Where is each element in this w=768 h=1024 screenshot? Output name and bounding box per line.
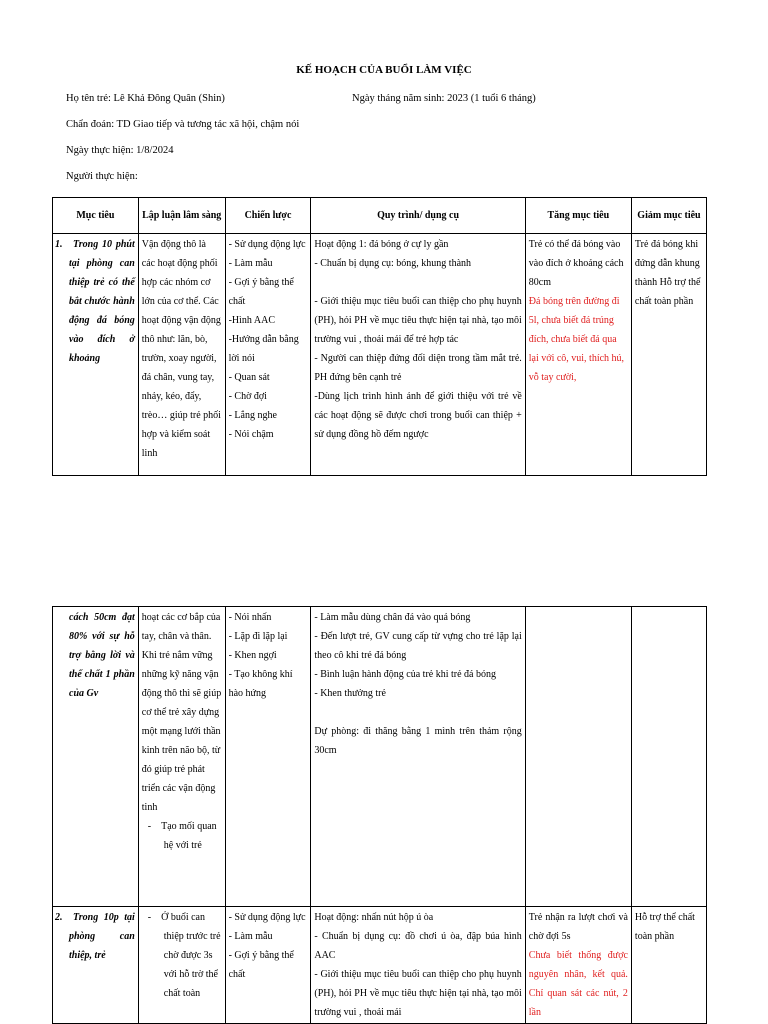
increase-cell — [525, 607, 631, 907]
strategy-cell — [225, 607, 311, 907]
strategy-item: -Hình AAC — [228, 315, 275, 326]
reasoning-bullet-text: Ở buổi can thiệp trước trẻ chờ được 3s với hỗ trờ thể chất toàn — [161, 912, 221, 999]
reasoning-bullet: - Ở buổi can thiệp trước trẻ chờ được 3s với hỗ trờ thể chất toàn — [147, 912, 221, 999]
procedure-line: - Giới thiệu mục tiêu buổi can thiệp cho phụ huynh (PH), hỏi PH về mục tiêu thực hiện tại nhà, tạo môi trường vui , thoải mái — [314, 969, 522, 1018]
goal-cell: cách 50cm đạt 80% với sự hỗ trợ bằng lời và thể chất 1 phần của Gv — [53, 607, 139, 907]
increase-note-red: Đá bóng trên đường đi 5l, chưa biết đá trúng đích, chưa biết đá qua lại với cô, vui, thích hú, vỗ tay cười, — [528, 296, 625, 383]
reasoning-cell — [138, 907, 225, 1024]
strategy-item: - Nói nhấn — [228, 612, 272, 623]
procedure-line: Hoạt động 1: đá bóng ở cự ly gần — [314, 239, 449, 250]
goal-cell — [53, 907, 139, 1024]
header-reasoning: Lập luận lâm sàng — [138, 198, 225, 234]
procedure-line: - Chuẩn bị dụng cụ: bóng, khung thành — [314, 258, 472, 269]
strategy-item: - Gợi ý bằng thể chất — [228, 277, 294, 307]
execution-date: Ngày thực hiện: 1/8/2024 — [66, 145, 174, 156]
plan-table-page1 — [52, 197, 707, 476]
strategy-item: - Khen ngợi — [228, 650, 277, 661]
reasoning-bullet-text: Tạo mối quan hệ với trẻ — [161, 821, 217, 851]
table-row — [53, 607, 707, 907]
goal-text: Trong 10p tại phòng can thiệp, trẻ — [69, 912, 135, 961]
procedure-line: - Chuẩn bị dụng cụ: đồ chơi ú òa, đập búa hình AAC — [314, 931, 522, 961]
procedure-line: - Bình luận hành động của trẻ khi trẻ đá bóng — [314, 669, 496, 680]
child-name: Họ tên trẻ: Lê Khả Đông Quân (Shin) — [66, 93, 225, 104]
table-row — [53, 907, 707, 1024]
procedure-line: - Đến lượt trẻ, GV cung cấp từ vựng cho trẻ lặp lại theo cô khi trẻ đá bóng — [314, 631, 522, 661]
increase-text: Trẻ nhận ra lượt chơi và chờ đợi 5s — [528, 912, 628, 942]
reasoning-text: hoạt các cơ bắp của tay, chân và thân. Khi trẻ nắm vững những kỹ năng vận động thô thì sẽ giúp cơ thể trẻ xây dựng một mạng lưới thần kinh trên não bộ, từ đó giúp trẻ phát triển các vận động tinh — [141, 612, 222, 813]
strategy-item: - Lặp đi lặp lại — [228, 631, 288, 642]
table-header-row — [53, 198, 707, 234]
decrease-cell: Hỗ trợ thể chất toàn phần — [631, 907, 706, 1024]
strategy-item: - Nói chậm — [228, 429, 274, 440]
procedure-cell — [311, 234, 525, 476]
strategy-item: - Gợi ý bằng thể chất — [228, 950, 294, 980]
procedure-line: - Khen thưởng trẻ — [314, 688, 386, 699]
strategy-item: - Sử dụng động lực — [228, 912, 306, 923]
performer: Người thực hiện: — [66, 171, 138, 182]
table-row — [53, 234, 707, 476]
procedure-line: -Dùng lịch trình hình ảnh để giới thiệu với trẻ về các hoạt động sẽ được chơi trong buổi can thiệp + sử dụng đồng hồ đếm ngược — [314, 391, 522, 440]
goal-cell — [53, 234, 139, 476]
decrease-cell — [631, 607, 706, 907]
increase-note-red: Chưa biết thống được nguyên nhân, kết quả. Chỉ quan sát các nút, 2 lần — [528, 950, 628, 1018]
increase-cell — [525, 234, 631, 476]
goal-number: 2. — [55, 912, 63, 923]
increase-cell — [525, 907, 631, 1024]
strategy-item: - Làm mẫu — [228, 931, 273, 942]
procedure-cell — [311, 607, 525, 907]
strategy-item: - Quan sát — [228, 372, 270, 383]
strategy-item: - Lắng nghe — [228, 410, 277, 421]
header-strategy: Chiến lược — [225, 198, 311, 234]
header-procedure: Quy trình/ dụng cụ — [311, 198, 525, 234]
strategy-item: - Chờ đợi — [228, 391, 267, 402]
reasoning-cell: Vận động thô là các hoạt động phối hợp các nhóm cơ lớn của cơ thể. Các hoạt động vận động thô như: lăn, bò, trườn, xoay người, đá chân, vung tay, nhảy, kéo, đẩy, trèo… giúp trẻ phối hợp và kiểm soát linh — [138, 234, 225, 476]
plan-table-page2 — [52, 606, 707, 1024]
increase-text: Trẻ có thể đá bóng vào vào đích ở khoảng cách 80cm — [528, 239, 624, 288]
strategy-item: - Làm mẫu — [228, 258, 273, 269]
goal-text: Trong 10 phút tại phòng can thiệp trẻ có thể bắt chước hành động đá bóng vào đích ở khoảng — [69, 239, 135, 364]
procedure-line: - Người can thiệp đứng đối diện trong tầm mắt trẻ. PH đứng bên cạnh trẻ — [314, 353, 522, 383]
header-goal: Mục tiêu — [53, 198, 139, 234]
header-decrease: Giảm mục tiêu — [631, 198, 706, 234]
diagnosis: Chẩn đoán: TD Giao tiếp và tương tác xã hội, chậm nói — [66, 119, 300, 130]
strategy-cell — [225, 234, 311, 476]
procedure-line: Hoạt động: nhấn nút hộp ú òa — [314, 912, 434, 923]
strategy-item: - Tạo không khí hào hứng — [228, 669, 293, 699]
strategy-item: - Sử dụng động lực — [228, 239, 306, 250]
procedure-line: - Giới thiệu mục tiêu buổi can thiệp cho phụ huynh (PH), hỏi PH về mục tiêu thực hiện tại nhà, tạo môi trường vui , thoải mái để trẻ hợp tác — [314, 296, 522, 345]
reasoning-cell — [138, 607, 225, 907]
procedure-spacer — [314, 273, 521, 292]
birth-date: Ngày tháng năm sinh: 2023 (1 tuổi 6 tháng) — [352, 93, 536, 104]
procedure-cell — [311, 907, 525, 1024]
document-title: KẾ HOẠCH CỦA BUỔI LÀM VIỆC — [296, 64, 472, 76]
header-increase: Tăng mục tiêu — [525, 198, 631, 234]
strategy-cell — [225, 907, 311, 1024]
procedure-line: - Làm mẫu dùng chân đá vào quả bóng — [314, 612, 471, 623]
reasoning-bullet: - Tạo mối quan hệ với trẻ — [147, 821, 217, 851]
procedure-line: Dự phòng: đi thăng bằng 1 mình trên thảm rộng 30cm — [314, 726, 522, 756]
decrease-cell: Trẻ đá bóng khi đứng dẫn khung thành Hỗ trợ thể chất toàn phần — [631, 234, 706, 476]
strategy-item: -Hướng dẫn bằng lời nói — [228, 334, 299, 364]
procedure-spacer — [314, 703, 521, 722]
goal-number: 1. — [55, 239, 63, 250]
